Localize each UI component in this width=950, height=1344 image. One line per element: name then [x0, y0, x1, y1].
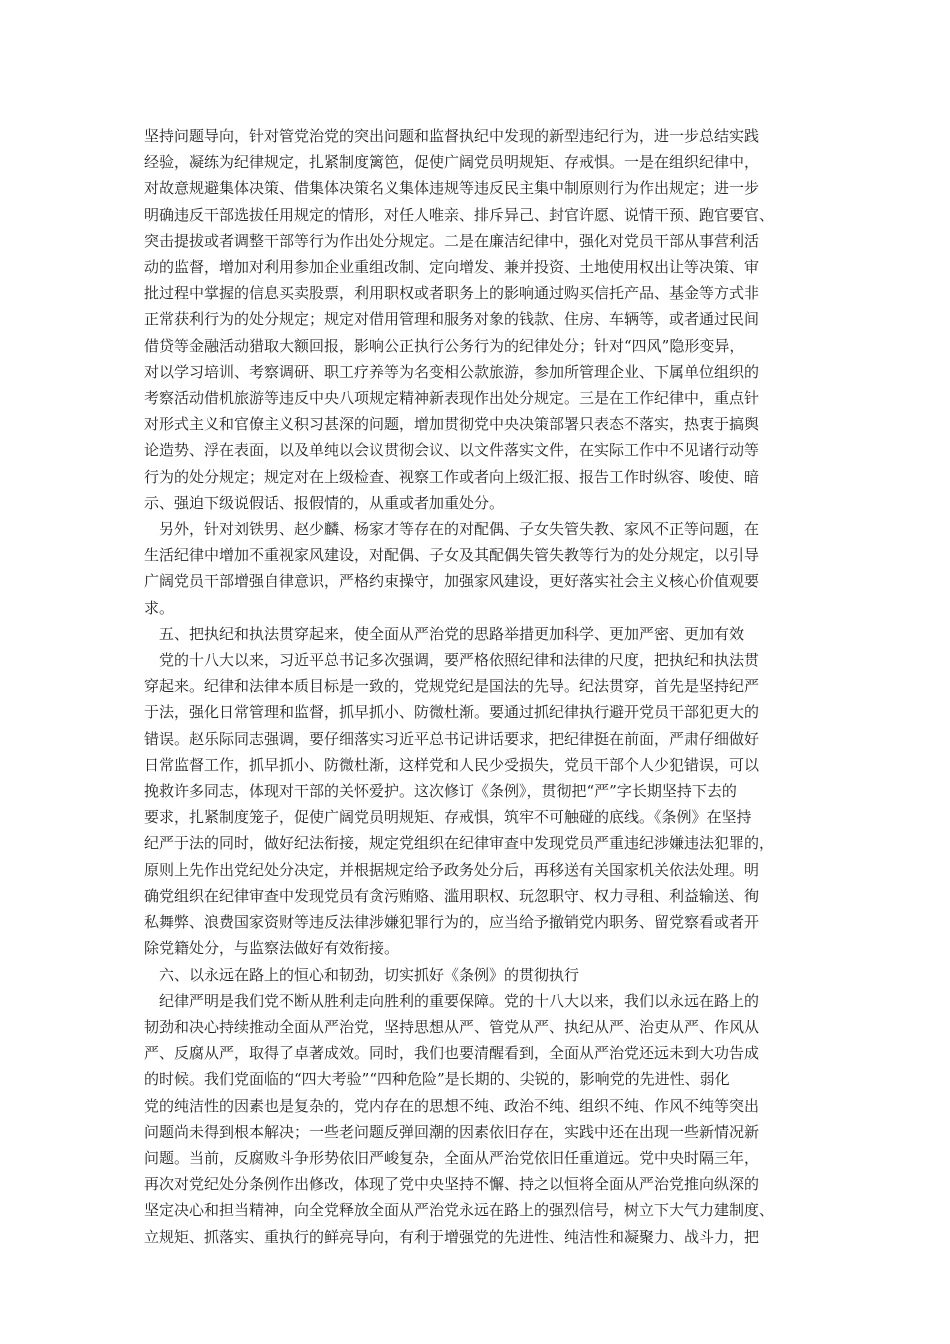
text-line: 错误。赵乐际同志强调，要仔细落实习近平总书记讲话要求，把纪律挺在前面，严肃仔细做好 [144, 729, 760, 748]
text-line: 坚定决心和担当精神，向全党释放全面从严治党永远在路上的强烈信号，树立下大气力建制度、 [144, 1201, 775, 1220]
paragraph [144, 516, 806, 621]
text-line: 党的十八大以来，习近平总书记多次强调，要严格依照纪律和法律的尺度，把执纪和执法贯 [144, 651, 760, 670]
text-line: 动的监督，增加对利用参加企业重组改制、定向增发、兼并投资、土地使用权出让等决策、审 [144, 258, 760, 277]
text-line: 问题。当前，反腐败斗争形势依旧严峻复杂，全面从严治党依旧任重道远。党中央时隔三年， [144, 1148, 760, 1167]
text-line: 借贷等金融活动猎取大额回报，影响公正执行公务行为的纪律处分；针对“四风”隐形变异， [144, 336, 745, 355]
text-line: 求。 [144, 598, 175, 617]
text-line: 立规矩、抓落实、重执行的鲜亮导向，有利于增强党的先进性、纯洁性和凝聚力、战斗力，把 [144, 1227, 760, 1246]
text-line: 除党籍处分，与监察法做好有效衔接。 [144, 939, 400, 958]
text-line: 生活纪律中增加不重视家风建设，对配偶、子女及其配偶失管失教等行为的处分规定，以引导 [144, 546, 760, 565]
paragraph [144, 988, 806, 1250]
text-line: 严、反腐从严，取得了卓著成效。同时，我们也要清醒看到，全面从严治党还远未到大功告成 [144, 1044, 760, 1063]
text-line: 原则上先作出党纪处分决定，并根据规定给予政务处分后，再移送有关国家机关依法处理。明 [144, 860, 760, 879]
text-line: 批过程中掌握的信息买卖股票，利用职权或者职务上的影响通过购买信托产品、基金等方式非 [144, 284, 760, 303]
text-line: 问题尚未得到根本解决；一些老问题反弹回潮的因素依旧存在，实践中还在出现一些新情况新 [144, 1122, 760, 1141]
text-line: 论造势、浮在表面，以及单纯以会议贯彻会议、以文件落实文件，在实际工作中不见诸行动等 [144, 441, 760, 460]
text-line: 党的纯洁性的因素也是复杂的，党内存在的思想不纯、政治不纯、组织不纯、作风不纯等突出 [144, 1096, 760, 1115]
text-line: 行为的处分规定；规定对在上级检查、视察工作或者向上级汇报、报告工作时纵容、唆使、暗 [144, 467, 760, 486]
text-line: 明确违反干部选拔任用规定的情形，对任人唯亲、排斥异己、封官许愿、说情干预、跑官要官、 [144, 205, 775, 224]
text-line: 突击提拔或者调整干部等行为作出处分规定。二是在廉洁纪律中，强化对党员干部从事营利活 [144, 231, 760, 250]
text-line: 纪律严明是我们党不断从胜利走向胜利的重要保障。党的十八大以来，我们以永远在路上的 [144, 991, 760, 1010]
text-line: 考察活动借机旅游等违反中央八项规定精神新表现作出处分规定。三是在工作纪律中，重点针 [144, 389, 760, 408]
text-line: 正常获利行为的处分规定；规定对借用管理和服务对象的钱款、住房、车辆等，或者通过民间 [144, 310, 760, 329]
document-body [144, 123, 806, 1250]
text-line: 挽救许多同志，体现对干部的关怀爱护。这次修订《条例》，贯彻把“严”字长期坚持下去的 [144, 782, 737, 801]
text-line: 日常监督工作，抓早抓小、防微杜渐，这样党和人民少受损失，党员干部个人少犯错误，可以 [144, 755, 760, 774]
text-line: 对以学习培训、考察调研、职工疗养等为名变相公款旅游，参加所管理企业、下属单位组织的 [144, 362, 760, 381]
text-line: 纪严于法的同时，做好纪法衔接，规定党组织在纪律审查中发现党员严重违纪涉嫌违法犯罪的， [144, 834, 775, 853]
text-line: 经验，凝练为纪律规定，扎紧制度篱笆，促使广阔党员明规矩、存戒惧。一是在组织纪律中， [144, 153, 760, 172]
text-line: 另外，针对刘铁男、赵少麟、杨家才等存在的对配偶、子女失管失教、家风不正等问题，在 [144, 520, 760, 539]
text-line: 的时候。我们党面临的“四大考验”“四种危险”是长期的、尖锐的，影响党的先进性、弱化 [144, 1070, 730, 1089]
text-line: 广阔党员干部增强自律意识，严格约束操守，加强家风建设，更好落实社会主义核心价值观要 [144, 572, 760, 591]
text-line: 于法，强化日常管理和监督，抓早抓小、防微杜渐。要通过抓纪律执行避开党员干部犯更大的 [144, 703, 760, 722]
text-line: 穿起来。纪律和法律本质目标是一致的，党规党纪是国法的先导。纪法贯穿，首先是坚持纪严 [144, 677, 760, 696]
text-line: 六、以永远在路上的恒心和韧劲，切实抓好《条例》的贯彻执行 [144, 965, 580, 984]
text-line: 示、强迫下级说假话、报假情的，从重或者加重处分。 [144, 493, 505, 512]
text-line: 对形式主义和官僚主义积习甚深的问题，增加贯彻党中央决策部署只表态不落实，热衷于搞舆 [144, 415, 760, 434]
text-line: 确党组织在纪律审查中发现党员有贪污贿赂、滥用职权、玩忽职守、权力寻租、利益输送、徇 [144, 886, 760, 905]
text-line: 私舞弊、浪费国家资财等违反法律涉嫌犯罪行为的，应当给予撤销党内职务、留党察看或者开 [144, 913, 760, 932]
text-line: 五、把执纪和执法贯穿起来，使全面从严治党的思路举措更加科学、更加严密、更加有效 [144, 624, 745, 643]
text-line: 坚持问题导向，针对管党治党的突出问题和监督执纪中发现的新型违纪行为，进一步总结实践 [144, 127, 760, 145]
paragraph [144, 647, 806, 961]
text-line: 要求，扎紧制度笼子，促使广阔党员明规矩、存戒惧，筑牢不可触碰的底线。《条例》在坚持 [144, 808, 752, 827]
section-heading [144, 621, 806, 647]
paragraph [144, 123, 806, 516]
text-line: 韧劲和决心持续推动全面从严治党，坚持思想从严、管党从严、执纪从严、治吏从严、作风从 [144, 1017, 760, 1036]
text-line: 再次对党纪处分条例作出修改，体现了党中央坚持不懈、持之以恒将全面从严治党推向纵深的 [144, 1175, 760, 1194]
section-heading [144, 962, 806, 988]
text-line: 对故意规避集体决策、借集体决策名义集体违规等违反民主集中制原则行为作出规定；进一步 [144, 179, 760, 198]
